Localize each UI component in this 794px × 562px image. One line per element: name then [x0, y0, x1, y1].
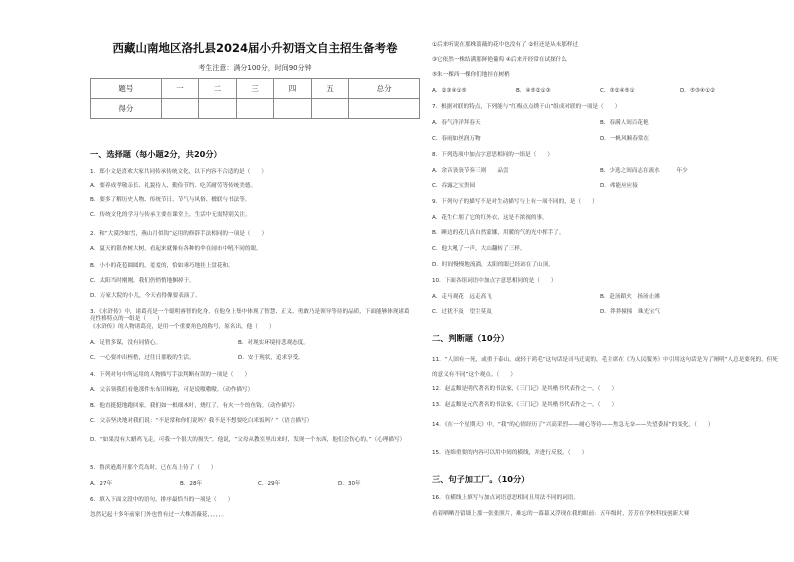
score-cell: 五: [311, 79, 349, 99]
score-input-cell[interactable]: [161, 99, 199, 119]
question-9: 9．下列句子的描写不是对生动描写与上有一项不同的，是（ ）: [432, 199, 598, 205]
option-1c: C．传统文化的学习与传承主要在课堂上，生活中无需特别关注。: [90, 212, 251, 218]
option-10c: C．过犹不及 望尘莫及: [432, 309, 492, 315]
option-4c: C．父亲坚决地对我们说：“不是常和你们说吗？我不是不想要吃白米饭吗？”（语言描写）: [90, 418, 313, 424]
option-5c: C．29年: [258, 481, 281, 487]
question-6-text: 忽然记起十多年前家门外也曾有过一大株蔷薇花，，，，，。: [90, 512, 228, 518]
sentence-16: 16．在横线上填写与加点词语意思相同且用法不同的词语。: [432, 495, 579, 501]
question-7: 7．根据对联的特点，下列能与“红梅点点绣千山”组成对联的一项是（ ）: [432, 104, 621, 110]
option-9a: A．花生仁朋了它的红外衣，这是不浓视的事。: [432, 215, 548, 221]
option-2c: C．太阳当时刚刚，我们仍悄悄地捆掉于。: [90, 278, 195, 284]
option-6c: C．③②④⑤①: [600, 88, 635, 94]
question-6: 6．填入下面文段中的语句，排序最恰当的一项是（ ）: [90, 497, 234, 503]
option-10b: B．赴汤蹈火 扬汤止沸: [600, 294, 660, 300]
section-heading-sentence: 三、句子加工厂。（10分）: [432, 474, 530, 484]
option-7d: D．一帆风顺春常在: [600, 136, 650, 142]
judge-12: 12．赵孟頫是明代著名的书法家,《三门记》是其楷书代表作之一。（ ）: [432, 386, 618, 392]
option-4a: A．父亲领我们看他那件东布旧棉袍，可是说嗷嗷嗷。（动作描写）: [90, 387, 254, 393]
sentence-16-text: 看着晒晒吾留墙上那一张张照片，难忘的一幕幕又浮现在我的眼前：五年级时，芳芳在学校科技创新大赛: [432, 511, 690, 517]
question-10: 10．下面各组词语中加点字意思相同的是（ ）: [432, 278, 557, 284]
option-9c: C．他大吼了一声，大山翻转了三样。: [432, 246, 526, 252]
option-6a: A．②③④①⑤: [432, 88, 467, 94]
option-9d: D．时间慢慢地流淌，太阳的眼已经站在了山顶。: [432, 262, 554, 268]
score-cell: 题号: [91, 79, 162, 99]
option-5a: A．27年: [90, 481, 113, 487]
option-6b: B．④⑤②①③: [516, 88, 551, 94]
score-input-cell[interactable]: [274, 99, 312, 119]
score-input-cell[interactable]: [199, 99, 237, 119]
exam-notice: 考生注意：满分100分，时间90分钟: [198, 64, 312, 72]
score-cell: 得分: [91, 99, 162, 119]
option-4b: B．他直挺挺地跑回家，我们如一根细木叶，烧红了，有火一个的鱼钩。（动作描写）: [90, 403, 299, 409]
q6-item-1: ①后来听说在那株蔷薇的花中也没有了 ②但还是从未那样过: [432, 42, 579, 48]
option-5b: B．28年: [180, 481, 203, 487]
option-1a: A．要养成孝敬亲长、礼貌待人、勤俭节约、吃苦耐劳等传统美德。: [90, 183, 257, 189]
section-heading-judge: 二、判断题（10分）: [432, 333, 509, 343]
option-7a: A．春气洋洋拜春天: [432, 120, 481, 126]
question-8: 8．下列选项中加点字意思相同的一组是（ ）: [432, 152, 554, 158]
option-3b: B．对现实环境持悲观态度。: [238, 340, 309, 346]
q6-item-3: ⑤朱一棵西一棵你们地挂在树梢: [432, 72, 510, 78]
question-2: 2．和“大漠沙如雪，燕山月似钩”运用的修辞手法相同的一项是（ ）: [90, 231, 268, 237]
option-10a: A．走马观花 远走高飞: [432, 294, 492, 300]
score-cell: 四: [274, 79, 312, 99]
score-input-cell[interactable]: [236, 99, 274, 119]
exam-title: 西藏山南地区洛扎县2024届小升初语文自主招生备考卷: [112, 41, 398, 55]
option-3d: D．安于现状，追求享受。: [238, 355, 304, 361]
option-3a: A．足智多谋，没有同情心。: [90, 340, 161, 346]
score-table-score-row: [91, 99, 420, 119]
option-10d: D．莽莽撞撞 珠光宝气: [600, 309, 661, 315]
question-3: 3．《水浒传》中，诸葛亮是一个聪明睿智的化身，在他身上集中体现了智慧、正义、勇敢乃是领导等待的品质，下面能够体现诸葛亮性格特点的一组是（ ）: [90, 309, 410, 322]
score-input-cell[interactable]: [311, 99, 349, 119]
option-2a: A．夏天的银杏树大树，看起来就像有各种的伞在闹市中吼不同的眼。: [90, 246, 262, 252]
option-8c: C．吞露之宝贵园: [432, 183, 476, 189]
option-1b: B．要多了解历史人物、传统节日、节气与风俗、楹联与书法等。: [90, 197, 251, 203]
score-cell: 三: [236, 79, 274, 99]
score-cell: 二: [199, 79, 237, 99]
score-table: [90, 78, 420, 119]
judge-11: 11．“人固有一死，或重于泰山，或轻于鸿毛”这句话是司马迁说的，毛主席在《为人民服务》中引用这句话是为了阐明“人总是要死的，但死的意义有不同”这个观点。（ ）: [432, 357, 778, 378]
score-table-header-row: [91, 79, 420, 99]
option-8b: B．少选之间而志在流水 年少: [600, 168, 688, 174]
option-7c: C．春雨如丝润万物: [432, 136, 481, 142]
score-cell: 总分: [349, 79, 420, 99]
question-5: 5．鲁滨逊离开那个荒岛时，已在岛上待了（ ）: [90, 465, 217, 471]
score-input-cell[interactable]: [349, 99, 420, 119]
judge-15: 15．连绵重要的内容可以用中间的横线，并进行反驳。（ ）: [432, 450, 588, 456]
option-9b: B．睡边的花儿真自然蒙娜，用暖的气的光中挥手了。: [432, 230, 565, 236]
judge-14: 14．《在一个星期天》中，“我”的心情经历了“兴高采烈——耐心等待——焦急无奈——失望委屈”的变化。（ ）: [432, 422, 714, 428]
option-2b: B．小小的花苞圆圆的，羞羞的，恰如乖巧地挂上盘花和。: [90, 263, 234, 269]
section-heading-choice: 一、选择题（每小题2分，共20分）: [90, 149, 222, 159]
q6-item-2: ③它依然一株结满那鲜艳葡萄 ④后来开经常在试探什么: [432, 57, 567, 63]
option-6d: D．⑤③④①②: [680, 88, 715, 94]
option-2d: D．万家大院的小儿，今天看得像要表演了。: [90, 293, 201, 299]
option-8a: A．余音袅袅节奏三则 品尝: [432, 168, 509, 174]
option-3c: C．一心要冲出桎梏，过往日那般的生活。: [90, 355, 195, 361]
question-4: 4．下列对句中所运用的人物描写手法判断有误的一项是（ ）: [90, 372, 251, 378]
option-7b: B．春满人间百花艳: [600, 120, 649, 126]
option-8d: D．弗能应应接: [600, 183, 638, 189]
option-5d: D．30年: [338, 481, 361, 487]
option-4d: D．“如果没有大蜡鸡飞走，可我一个很大的损失”，他说，“父母从教室里出来时，发现一个东西，他们会伤心的。”（心理描写）: [90, 437, 406, 443]
score-cell: 一: [161, 79, 199, 99]
question-1: 1．郑小文是喜欢大家共同传承传统文化，以下内容不合适的是（ ）: [90, 169, 267, 175]
question-3-line2: 《水浒传》的人物诸葛亮，是用一个重要角色的称号，原名出，他（ ）: [90, 324, 275, 330]
judge-13: 13．赵孟頫是元代著名的书法家,《三门记》是其楷书代表作之一。（ ）: [432, 402, 618, 408]
